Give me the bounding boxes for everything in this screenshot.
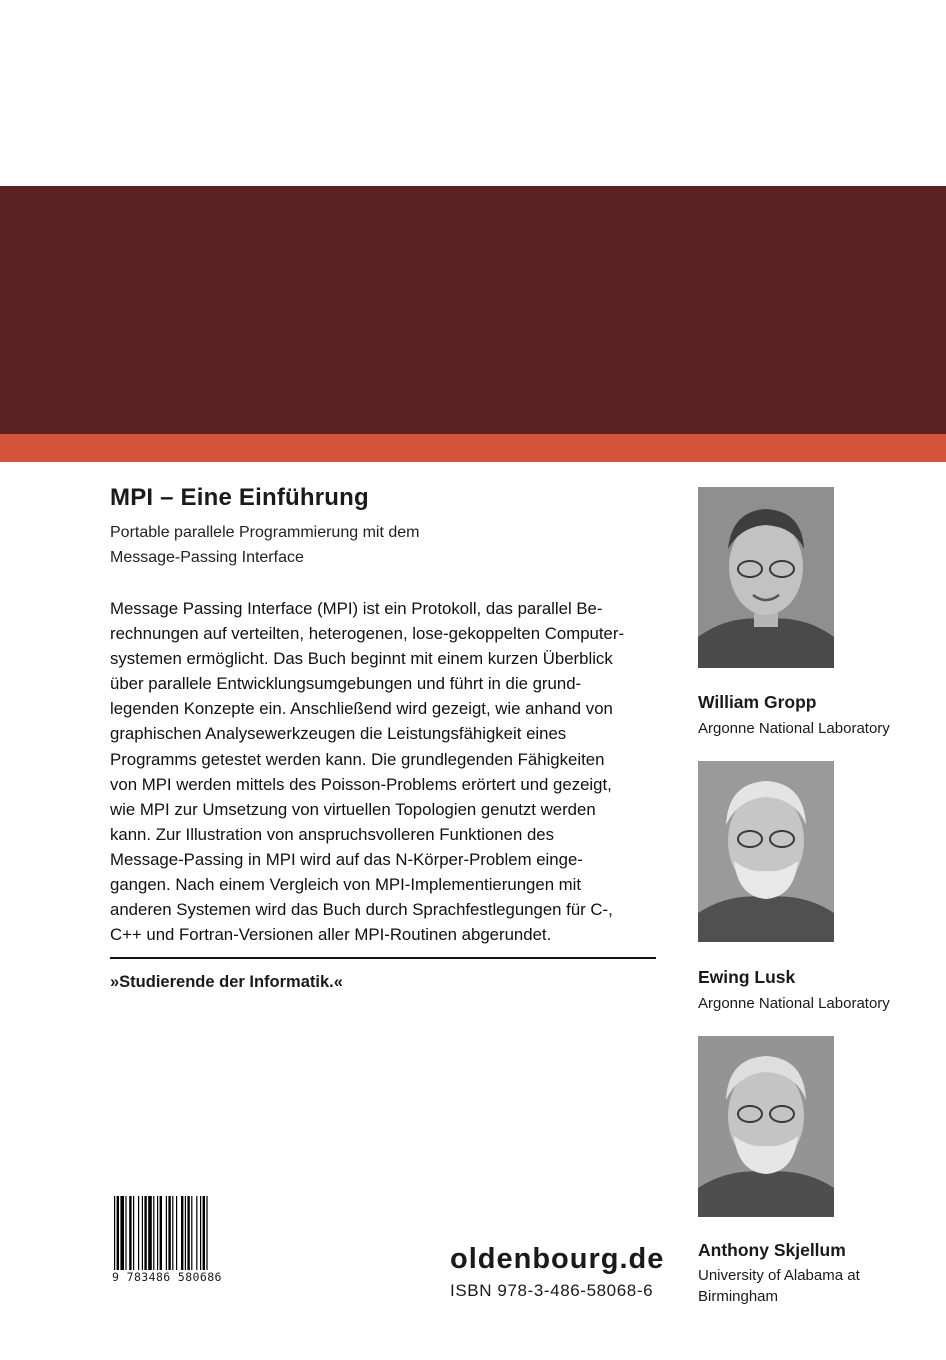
barcode-bar bbox=[144, 1196, 146, 1278]
barcode-bar bbox=[157, 1196, 158, 1278]
barcode-bar bbox=[187, 1196, 189, 1278]
author-name: Ewing Lusk bbox=[698, 967, 796, 987]
review-quote: »Studierende der Informatik.« bbox=[110, 973, 343, 991]
cover-band-dark bbox=[0, 186, 946, 434]
barcode-bar bbox=[142, 1196, 143, 1278]
blurb-line: kann. Zur Illustration von anspruchsvolleren Funktionen des bbox=[110, 824, 555, 844]
barcode-bar bbox=[181, 1196, 183, 1278]
barcode-bar bbox=[168, 1196, 170, 1278]
author-name: Anthony Skjellum bbox=[698, 1240, 846, 1260]
isbn-number: ISBN 978-3-486-58068-6 bbox=[450, 1281, 654, 1300]
blurb-line: legenden Konzepte ein. Anschließend wird gezeigt, wie anhand von bbox=[110, 699, 613, 719]
blurb-line: wie MPI zur Umsetzung von virtuellen Topologien genutzt werden bbox=[110, 799, 596, 819]
barcode-bar bbox=[160, 1196, 162, 1278]
author-name: William Gropp bbox=[698, 692, 817, 712]
barcode-bar bbox=[117, 1196, 119, 1278]
barcode-digits: 9 783486 580686 bbox=[112, 1270, 252, 1284]
isbn-barcode bbox=[112, 1196, 252, 1278]
barcode-bar bbox=[185, 1196, 186, 1278]
barcode-bar bbox=[114, 1196, 115, 1278]
barcode-bar bbox=[125, 1196, 126, 1278]
blurb-line: graphischen Analysewerkzeugen die Leistungsfähigkeit eines bbox=[110, 724, 567, 744]
barcode-bar bbox=[138, 1196, 139, 1278]
book-title: MPI – Eine Einführung bbox=[110, 484, 369, 511]
barcode-bar bbox=[206, 1196, 207, 1278]
blurb-line: Message-Passing in MPI wird auf das N-Körper-Problem einge- bbox=[110, 849, 583, 869]
subtitle-line: Message-Passing Interface bbox=[110, 549, 304, 566]
barcode-bar bbox=[200, 1196, 201, 1278]
barcode-bar bbox=[203, 1196, 205, 1278]
author-photo-gropp bbox=[698, 487, 834, 668]
author-affiliation: Argonne National Laboratory bbox=[698, 720, 890, 737]
blurb-line: Message Passing Interface (MPI) ist ein Protokoll, das parallel Be- bbox=[110, 599, 603, 618]
barcode-bar bbox=[120, 1196, 124, 1278]
book-subtitle bbox=[110, 520, 630, 570]
subtitle-line: Portable parallele Programmierung mit dem bbox=[110, 524, 420, 541]
barcode-bar bbox=[172, 1196, 173, 1278]
book-blurb bbox=[110, 596, 670, 947]
blurb-line: systemen ermöglicht. Das Buch beginnt mit einem kurzen Überblick bbox=[110, 649, 613, 669]
barcode-bar bbox=[148, 1196, 152, 1278]
barcode-bar bbox=[176, 1196, 177, 1278]
author-affiliation: Argonne National Laboratory bbox=[698, 995, 890, 1012]
publisher-website: oldenbourg.de bbox=[450, 1243, 665, 1275]
barcode-bar bbox=[196, 1196, 197, 1278]
blurb-line: Programms getestet werden kann. Die grundlegenden Fähigkeiten bbox=[110, 749, 605, 769]
author-affiliation: University of Alabama at Birmingham bbox=[698, 1267, 860, 1305]
barcode-bar bbox=[153, 1196, 154, 1278]
blurb-line: von MPI werden mittels des Poisson-Problems erörtert und gezeigt, bbox=[110, 774, 612, 794]
blurb-line: rechnungen auf verteilten, heterogenen, lose-gekoppelten Computer- bbox=[110, 624, 625, 644]
barcode-bar bbox=[191, 1196, 192, 1278]
blurb-line: C++ und Fortran-Versionen aller MPI-Routinen abgerundet. bbox=[110, 925, 552, 945]
author-photo-lusk bbox=[698, 761, 834, 942]
cover-band-accent bbox=[0, 434, 946, 462]
author-photo-skjellum bbox=[698, 1036, 834, 1217]
blurb-line: gangen. Nach einem Vergleich von MPI-Implementierungen mit bbox=[110, 875, 582, 895]
barcode-bar bbox=[133, 1196, 134, 1278]
barcode-bar bbox=[166, 1196, 167, 1278]
blurb-line: über parallele Entwicklungsumgebungen und führt in die grund- bbox=[110, 674, 582, 694]
divider-rule bbox=[110, 957, 656, 959]
barcode-bar bbox=[129, 1196, 131, 1278]
blurb-line: anderen Systemen wird das Buch durch Sprachfestlegungen für C-, bbox=[110, 900, 613, 920]
